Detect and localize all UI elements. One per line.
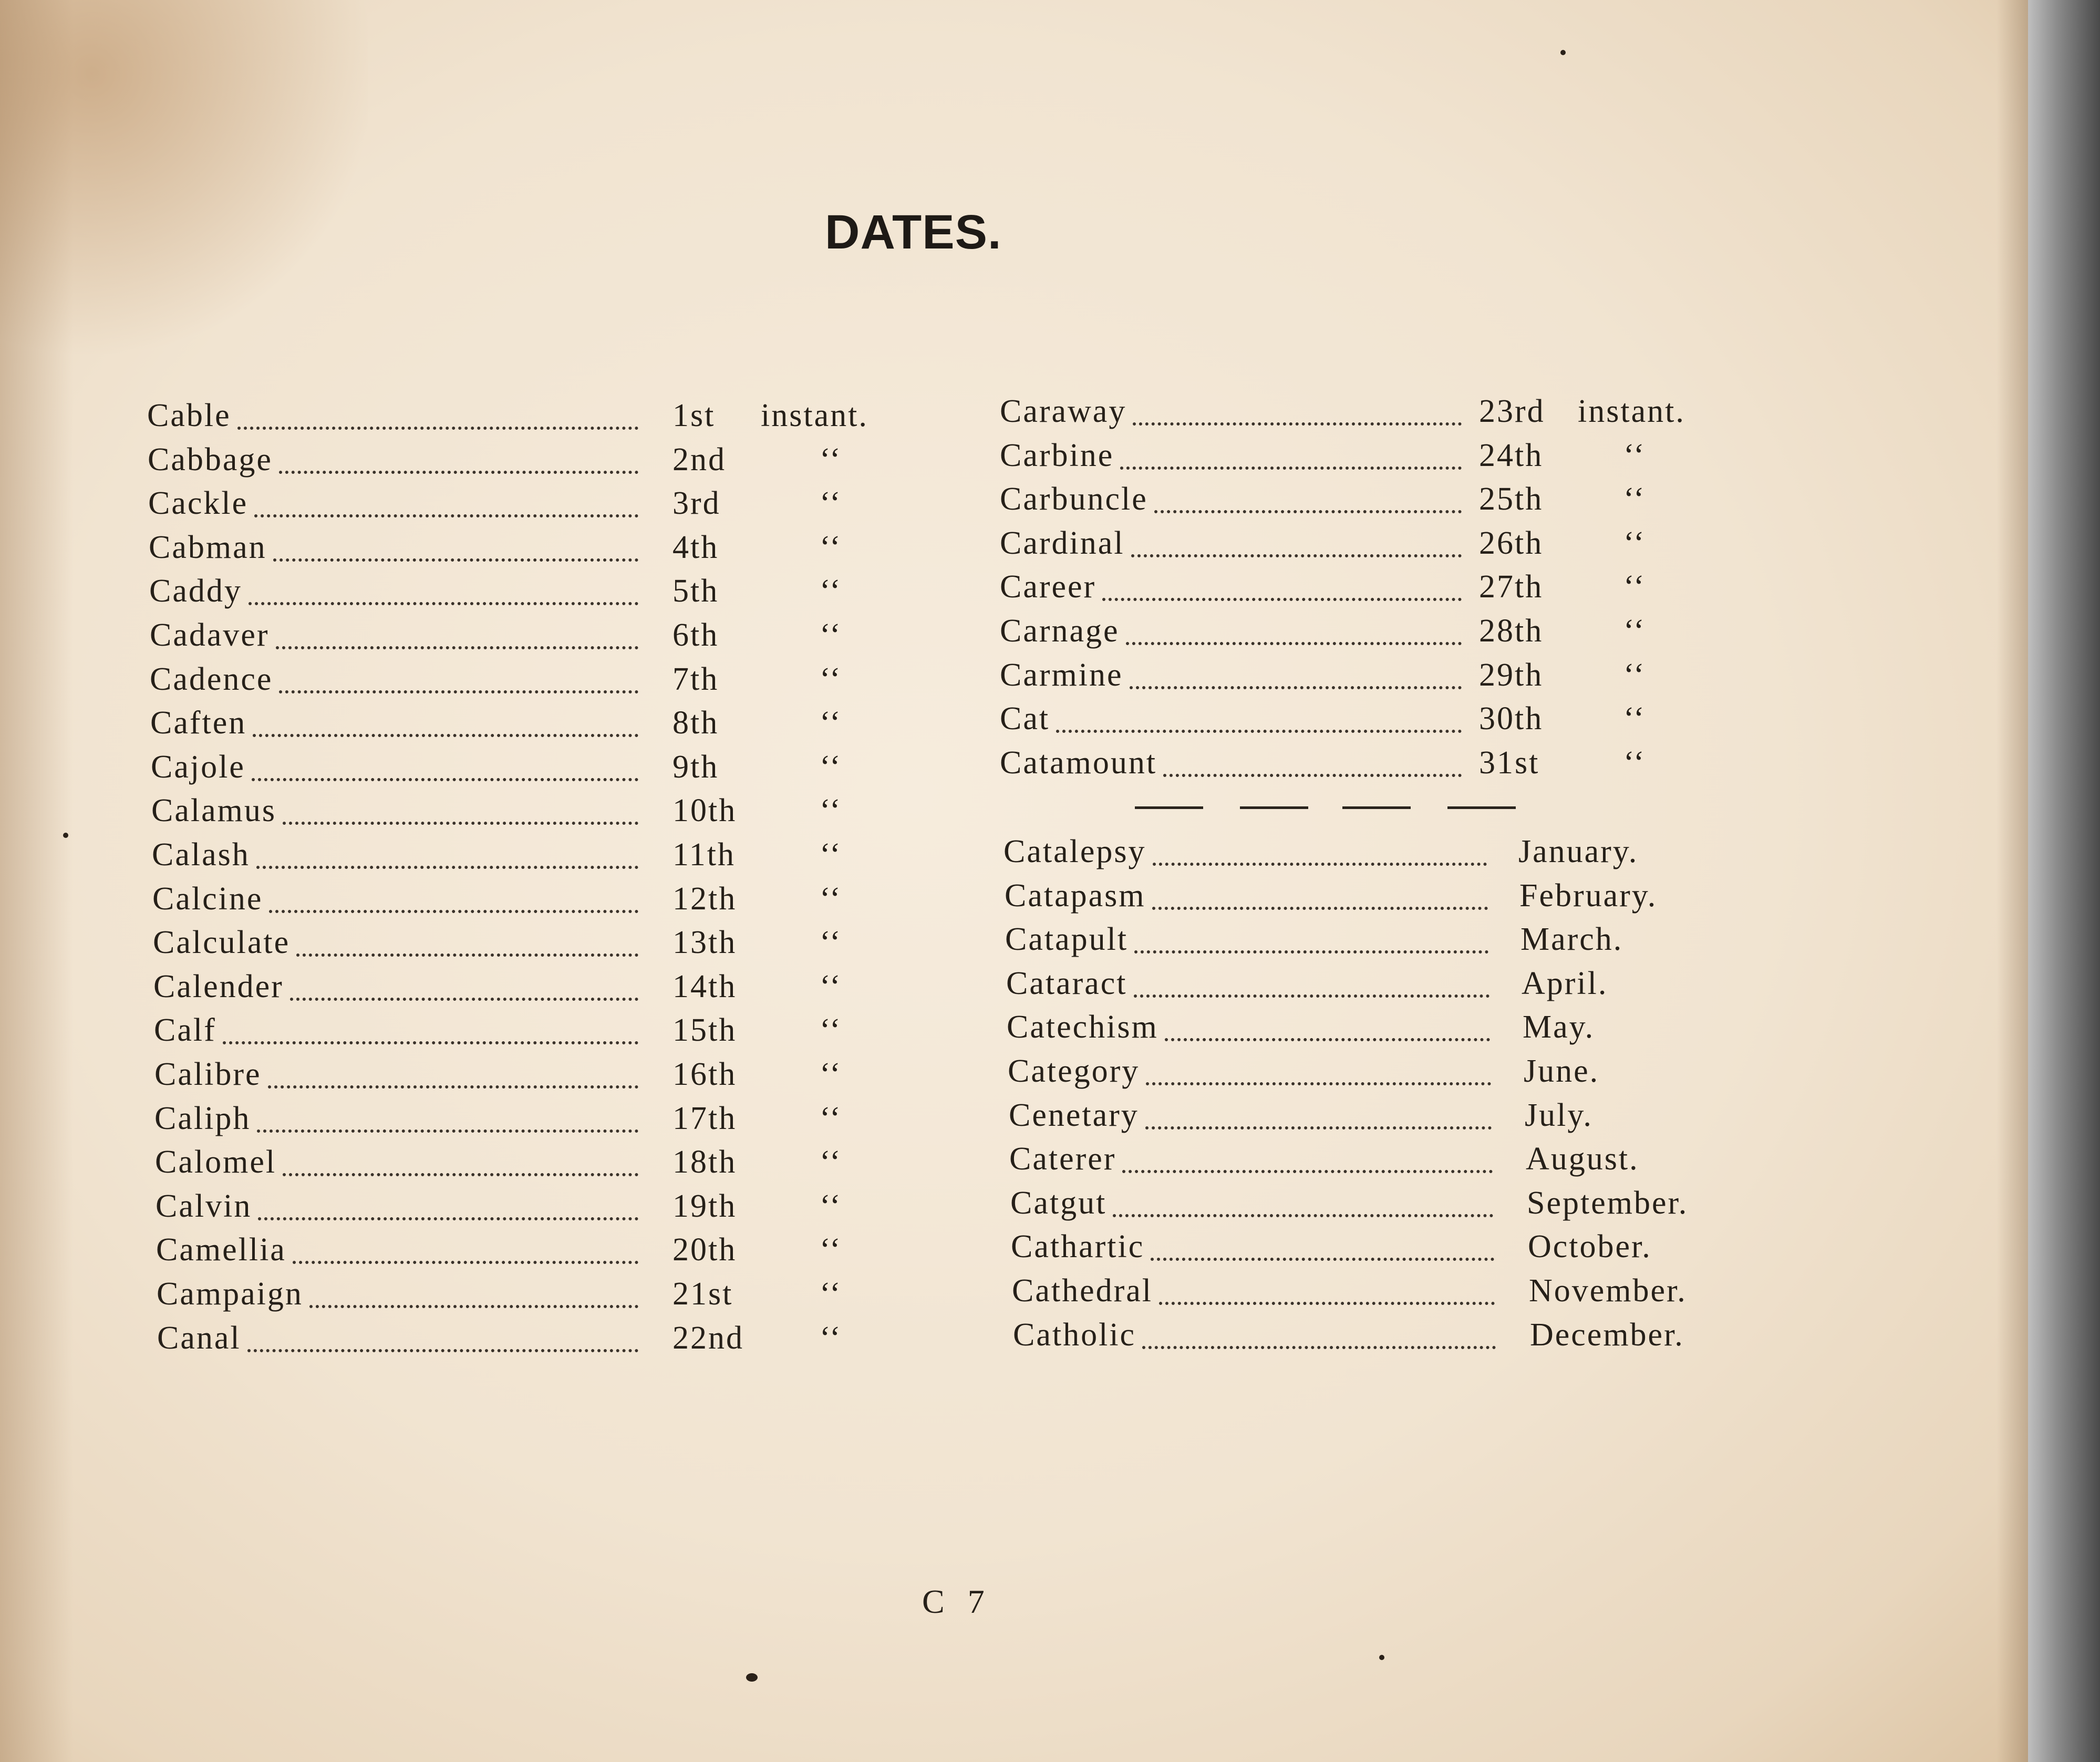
day-suffix: ‘‘: [820, 1144, 842, 1180]
ink-speck: [1379, 1655, 1384, 1660]
entry-word: Cajole: [151, 749, 245, 785]
entry-word: Calibre: [154, 1056, 262, 1092]
entry-word: Caterer: [1009, 1141, 1116, 1177]
day-number: 8th: [673, 705, 719, 741]
leader-dots: [1163, 747, 1462, 777]
day-number: 9th: [673, 749, 719, 785]
leader-dots: [1151, 1230, 1494, 1261]
day-suffix: ‘‘: [820, 1012, 842, 1049]
entry-word: Catapult: [1005, 921, 1129, 958]
month-name: October.: [1528, 1229, 1652, 1265]
entry-word: Cable: [147, 398, 231, 433]
entry-word: Calash: [152, 837, 250, 873]
leader-dots: [1130, 659, 1462, 689]
day-suffix: ‘‘: [1623, 657, 1646, 693]
entry-word: Catechism: [1007, 1009, 1158, 1045]
month-name: February.: [1519, 877, 1658, 914]
day-suffix: ‘‘: [1623, 613, 1646, 649]
leader-dots: [279, 443, 638, 474]
day-suffix: ‘‘: [820, 1232, 842, 1268]
entry-word: Cadence: [150, 661, 273, 697]
leader-dots: [1113, 1187, 1493, 1217]
entry-word: Calamus: [151, 793, 276, 829]
ink-speck: [746, 1673, 758, 1682]
leader-dots: [309, 1278, 638, 1308]
entry-word: Calomel: [155, 1144, 277, 1180]
leader-dots: [1145, 1099, 1492, 1129]
leader-dots: [290, 970, 638, 1001]
leader-dots: [273, 531, 638, 562]
leader-dots: [253, 707, 638, 737]
leader-dots: [283, 794, 638, 825]
entry-word: Calvin: [156, 1188, 252, 1224]
entry-word: Cathartic: [1011, 1229, 1145, 1265]
day-number: 21st: [673, 1276, 733, 1312]
entry-word: Caften: [150, 705, 247, 741]
leader-dots: [1154, 483, 1462, 513]
day-number: 16th: [673, 1056, 737, 1092]
day-number: 20th: [673, 1232, 737, 1268]
month-name: May.: [1523, 1009, 1595, 1045]
day-suffix: ‘‘: [1623, 569, 1646, 605]
day-suffix: ‘‘: [820, 485, 842, 522]
entry-word: Campaign: [157, 1276, 303, 1312]
leader-dots: [237, 399, 638, 430]
book-binding: [2028, 0, 2100, 1762]
day-number: 13th: [673, 925, 737, 961]
entry-word: Cathedral: [1012, 1273, 1153, 1309]
day-suffix: ‘‘: [820, 1320, 842, 1356]
day-suffix: ‘‘: [1623, 437, 1646, 473]
day-suffix: ‘‘: [820, 925, 842, 961]
leader-dots: [1131, 527, 1462, 557]
entry-word: Cat: [1000, 701, 1050, 737]
leader-dots: [249, 575, 638, 605]
month-name: June.: [1524, 1053, 1600, 1089]
leader-dots: [1159, 1274, 1495, 1305]
leader-dots: [283, 1146, 638, 1176]
entry-word: Cabman: [149, 529, 267, 565]
month-name: April.: [1522, 965, 1608, 1001]
day-number: 11th: [673, 837, 736, 873]
entry-word: Carbine: [1000, 437, 1114, 473]
day-number: 28th: [1479, 613, 1544, 649]
day-suffix: ‘‘: [820, 617, 842, 653]
month-name: March.: [1520, 921, 1623, 958]
entry-word: Calender: [153, 968, 284, 1004]
day-number: 15th: [673, 1012, 737, 1049]
leader-dots: [1126, 615, 1462, 645]
leader-dots: [279, 663, 638, 693]
day-suffix: ‘‘: [820, 880, 842, 917]
leader-dots: [1165, 1011, 1490, 1041]
day-suffix: ‘‘: [820, 837, 842, 873]
leader-dots: [1056, 702, 1462, 733]
leader-dots: [1152, 879, 1488, 910]
day-number: 27th: [1479, 569, 1544, 605]
day-suffix: ‘‘: [820, 441, 842, 478]
entry-word: Cataract: [1006, 965, 1127, 1001]
entry-word: Catholic: [1013, 1317, 1136, 1353]
entry-word: Caraway: [1000, 393, 1127, 429]
entry-word: Cackle: [148, 485, 249, 522]
leader-dots: [276, 619, 638, 649]
day-number: 30th: [1479, 701, 1544, 737]
entry-word: Carmine: [1000, 657, 1123, 693]
entry-word: Carbuncle: [1000, 481, 1148, 517]
leader-dots: [254, 487, 638, 517]
entry-word: Calculate: [153, 925, 291, 961]
separator-dash: [1447, 806, 1516, 809]
entry-word: Camellia: [156, 1232, 286, 1268]
day-number: 19th: [673, 1188, 737, 1224]
day-suffix: ‘‘: [820, 705, 842, 741]
entry-word: Caddy: [149, 573, 242, 609]
leader-dots: [252, 751, 638, 781]
day-suffix: ‘‘: [820, 529, 842, 565]
leader-dots: [1133, 395, 1462, 426]
day-suffix: ‘‘: [820, 1056, 842, 1092]
ink-speck: [63, 833, 68, 838]
entry-word: Cenetary: [1009, 1097, 1139, 1133]
month-name: July.: [1525, 1097, 1593, 1133]
separator-dash: [1342, 806, 1411, 809]
day-number: 7th: [673, 661, 719, 697]
day-number: 24th: [1479, 437, 1544, 473]
month-name: January.: [1518, 834, 1639, 869]
entry-word: Calf: [154, 1012, 216, 1049]
day-suffix: instant.: [1578, 393, 1685, 429]
month-name: November.: [1529, 1273, 1687, 1309]
leader-dots: [1102, 571, 1462, 601]
day-number: 3rd: [673, 485, 721, 522]
day-suffix: ‘‘: [820, 793, 842, 829]
day-suffix: ‘‘: [1623, 525, 1646, 561]
leader-dots: [268, 1058, 639, 1089]
day-suffix: ‘‘: [820, 661, 842, 697]
day-number: 10th: [673, 793, 737, 829]
day-number: 18th: [673, 1144, 737, 1180]
day-number: 6th: [673, 617, 719, 653]
month-name: December.: [1530, 1317, 1684, 1353]
leader-dots: [247, 1322, 638, 1352]
separator-dash: [1135, 806, 1203, 809]
day-suffix: ‘‘: [1623, 481, 1646, 517]
leader-dots: [223, 1014, 638, 1044]
entry-word: Carnage: [1000, 613, 1120, 649]
page-number: C 7: [922, 1583, 992, 1620]
leader-dots: [1142, 1319, 1496, 1349]
entry-word: Catalepsy: [1004, 834, 1146, 869]
month-name: August.: [1526, 1141, 1639, 1177]
day-number: 1st: [673, 398, 716, 433]
entry-word: Catgut: [1010, 1185, 1107, 1221]
entry-word: Canal: [157, 1320, 241, 1356]
leader-dots: [1153, 835, 1487, 866]
entry-word: Caliph: [154, 1100, 251, 1136]
page-gutter-shadow: [0, 0, 74, 1762]
day-number: 14th: [673, 968, 737, 1004]
entry-word: Catamount: [1000, 744, 1157, 781]
day-suffix: ‘‘: [1623, 701, 1646, 737]
entry-word: Cabbage: [148, 441, 273, 478]
day-number: 26th: [1479, 525, 1544, 561]
leader-dots: [296, 926, 638, 957]
day-number: 29th: [1479, 657, 1544, 693]
day-number: 25th: [1479, 481, 1544, 517]
leader-dots: [256, 838, 638, 869]
day-suffix: ‘‘: [1623, 744, 1646, 781]
day-suffix: instant.: [761, 398, 868, 433]
day-suffix: ‘‘: [820, 573, 842, 609]
leader-dots: [257, 1102, 638, 1133]
leader-dots: [1134, 967, 1489, 998]
entry-word: Catapasm: [1005, 877, 1146, 914]
day-suffix: ‘‘: [820, 1188, 842, 1224]
day-suffix: ‘‘: [820, 749, 842, 785]
leader-dots: [1134, 923, 1488, 953]
leader-dots: [293, 1234, 638, 1264]
leader-dots: [1122, 1143, 1493, 1173]
entry-word: Category: [1008, 1053, 1140, 1089]
day-suffix: ‘‘: [820, 1100, 842, 1136]
page-edge-shadow: [1996, 0, 2028, 1762]
leader-dots: [258, 1190, 638, 1220]
separator-dash: [1240, 806, 1308, 809]
month-name: September.: [1527, 1185, 1689, 1221]
leader-dots: [269, 883, 638, 913]
day-number: 22nd: [673, 1320, 744, 1356]
day-number: 17th: [673, 1100, 737, 1136]
page-title: DATES.: [825, 205, 1002, 259]
day-number: 2nd: [673, 441, 726, 478]
day-suffix: ‘‘: [820, 1276, 842, 1312]
entry-word: Cardinal: [1000, 525, 1125, 561]
day-number: 31st: [1479, 744, 1540, 781]
day-suffix: ‘‘: [820, 968, 842, 1004]
ink-speck: [1560, 50, 1566, 55]
leader-dots: [1146, 1055, 1491, 1085]
day-number: 23rd: [1479, 393, 1545, 429]
day-number: 4th: [673, 529, 719, 565]
leader-dots: [1120, 439, 1462, 470]
day-number: 12th: [673, 880, 737, 917]
entry-word: Cadaver: [150, 617, 270, 653]
entry-word: Career: [1000, 569, 1096, 605]
day-number: 5th: [673, 573, 719, 609]
entry-word: Calcine: [152, 880, 263, 917]
